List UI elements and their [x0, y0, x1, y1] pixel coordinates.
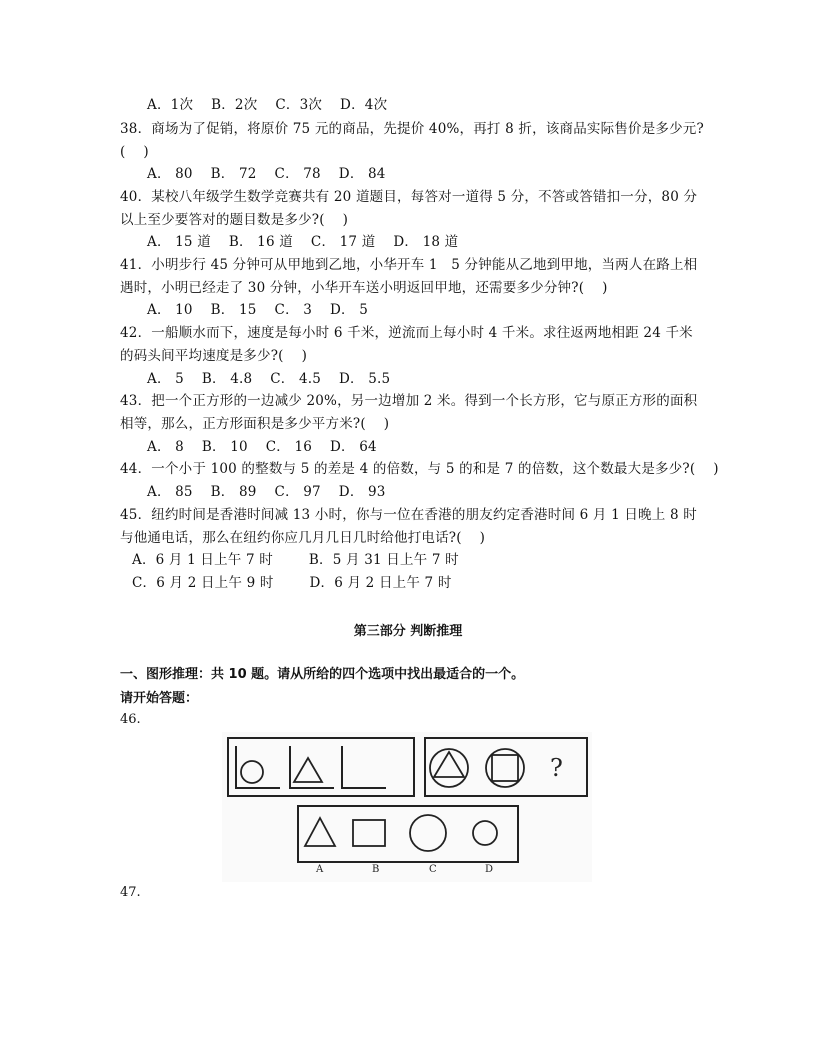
q42-options: A． 5 B． 4.8 C． 4.5 D． 5.5	[147, 371, 391, 387]
q45-options-1: A．6 月 1 日上午 7 时 B．5 月 31 日上午 7 时	[132, 552, 459, 568]
option-b-label: B	[372, 864, 380, 875]
q45-options-2: C．6 月 2 日上午 9 时 D．6 月 2 日上午 7 时	[132, 575, 452, 591]
q44-text-1: 44．一个小于 100 的整数与 5 的差是 4 的倍数，与 5 的和是 7 的倍数，这个数最大是多少?( )	[120, 461, 719, 477]
q42-text-1: 42．一船顺水而下，速度是每小时 6 千米，逆流而上每小时 4 千米。求往返两地相距 24 千米	[120, 325, 693, 341]
q38-text-2: ( )	[120, 144, 149, 160]
q46-figure	[222, 732, 592, 882]
q43-text-1: 43．把一个正方形的一边减少 20%，另一边增加 2 米。得到一个长方形，它与原正方形的面积	[120, 393, 698, 409]
option-a-label: A	[316, 864, 324, 875]
q47-number: 47.	[120, 885, 141, 900]
q45-text-2: 与他通电话，那么在纽约你应几月几日几时给他打电话?( )	[120, 530, 486, 546]
question-mark: ?	[550, 754, 563, 782]
q38-text-1: 38．商场为了促销，将原价 75 元的商品，先提价 40%，再打 8 折，该商品实际售价是多少元?	[120, 121, 704, 137]
q44-options: A． 85 B． 89 C． 97 D． 93	[147, 484, 386, 500]
section-title: 第三部分 判断推理	[353, 624, 463, 639]
q38-options: A． 80 B． 72 C． 78 D． 84	[147, 166, 386, 182]
q45-text-1: 45．纽约时间是香港时间减 13 小时，你与一位在香港的朋友约定香港时间 6 月 1 日晚上 8 时	[120, 507, 697, 523]
option-d-label: D	[485, 864, 494, 875]
subsection-title: 一、图形推理：共 10 题。请从所给的四个选项中找出最适合的一个。	[120, 667, 525, 682]
q42-text-2: 的码头间平均速度是多少?( )	[120, 348, 308, 364]
q40-options: A． 15 道 B． 16 道 C． 17 道 D． 18 道	[147, 234, 459, 250]
q37-options: A．1次 B．2次 C．3次 D．4次	[147, 97, 388, 113]
q43-options: A． 8 B． 10 C． 16 D． 64	[147, 439, 377, 455]
q41-options: A． 10 B． 15 C． 3 D． 5	[147, 302, 369, 318]
q41-text-2: 遇时，小明已经走了 30 分钟，小华开车送小明返回甲地，还需要多少分钟?( )	[120, 280, 608, 296]
q41-text-1: 41．小明步行 45 分钟可从甲地到乙地，小华开车 1 5 分钟能从乙地到甲地，当两人在路上相	[120, 257, 698, 273]
q40-text-2: 以上至少要答对的题目数是多少?( )	[120, 212, 349, 228]
q46-number: 46.	[120, 712, 141, 727]
q40-text-1: 40．某校八年级学生数学竞赛共有 20 道题目，每答对一道得 5 分，不答或答错扣一分，80 分	[120, 189, 698, 205]
start-prompt: 请开始答题：	[120, 691, 199, 706]
option-c-label: C	[429, 864, 437, 875]
q43-text-2: 相等，那么，正方形面积是多少平方米?( )	[120, 416, 390, 432]
